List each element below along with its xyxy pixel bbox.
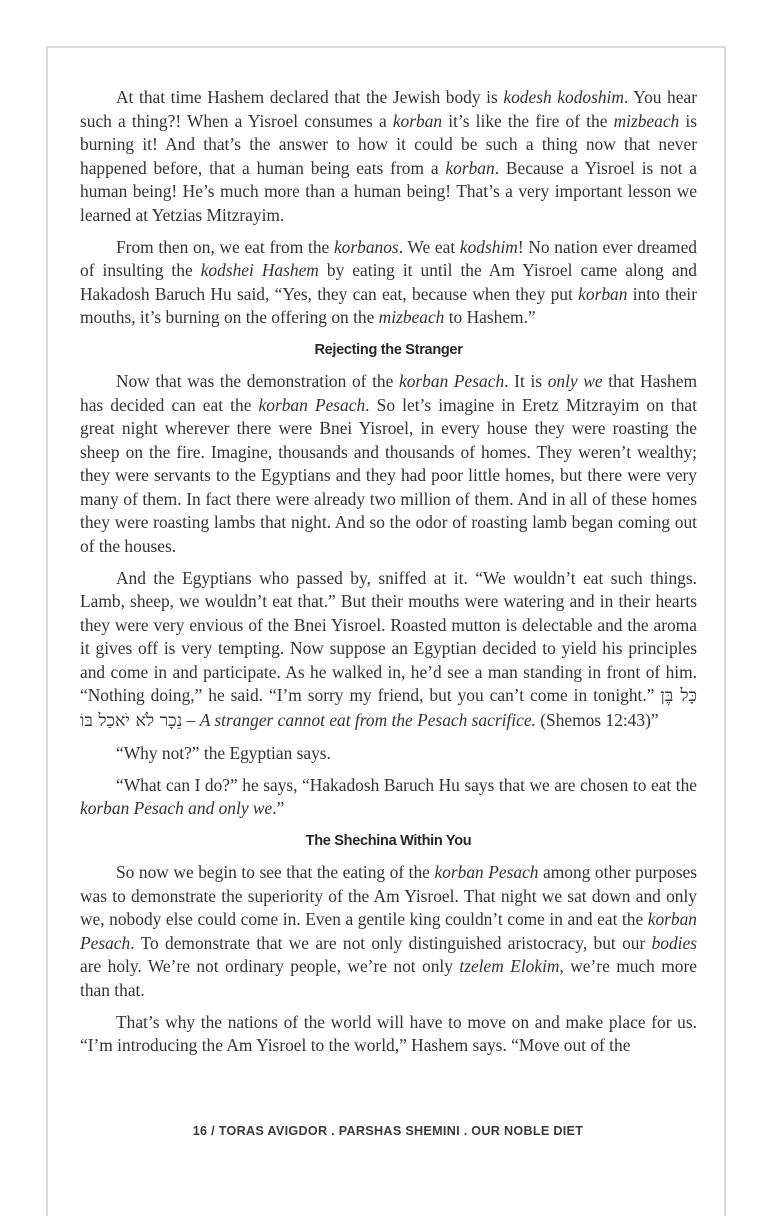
italic-term: korban (445, 157, 495, 178)
italic-term: kodshei Hashem (200, 260, 319, 280)
italic-term: tzelem Elokim (459, 956, 560, 976)
italic-term: A stranger cannot eat from the Pesach sacrifice. (199, 709, 536, 730)
text-run: So now we begin to see that the eating of the (116, 862, 435, 882)
italic-term: bodies (651, 932, 697, 953)
italic-term: korban Pesach and only we (80, 798, 273, 818)
italic-term: korban Pesach (258, 394, 366, 415)
text-run: that Hashem has decided can eat the (80, 371, 698, 415)
text-run: among other purposes was to demonstrate the superiority of the Am Yisroel. That night we sat down and only we, nobody else could come in. Even a gentile king couldn’t come in and eat the (80, 862, 697, 929)
italic-term: korban (578, 283, 628, 304)
text-run: into their mouths, it’s burning on the offering on the (80, 283, 697, 327)
paragraph (80, 861, 697, 1002)
text-run: .” (272, 798, 285, 818)
section-heading: The Shechina Within You (305, 833, 472, 849)
text-run: Now that was the demonstration of the (116, 371, 399, 391)
hebrew-quote: כָּל בֶּן נֵכָר לֹא יֹאכַל בּוֹ (80, 686, 697, 731)
text-run: . So let’s imagine in Eretz Mitzrayim on that great night wherever there were Bnei Yisroel, in every house they were roasting the sheep on the fire. Imagine, thousands and thousands of homes. They weren’t wealthy; they were servants to the Egyptians and they had poor little homes, but there were very many of them. In fact there were already two million of them. And in all of these homes they were roasting lambs that night. And so the odor of roasting lamb began coming out of the houses. (80, 394, 697, 556)
italic-term: mizbeach (613, 110, 680, 131)
text-run: That’s why the nations of the world will have to move on and make place for us. “I’m introducing the Am Yisroel to the world,” Hashem says. “Move out of the (80, 1011, 697, 1055)
page-footer: 16 / TORAS AVIGDOR . PARSHAS SHEMINI . OUR NOBLE DIET (192, 1124, 584, 1138)
italic-term: only we (547, 371, 603, 391)
paragraph (80, 370, 697, 558)
text-run: to Hashem.” (444, 307, 536, 327)
text-run: are holy. We’re not ordinary people, we’re not only (80, 956, 460, 976)
section-heading: Rejecting the Stranger (314, 342, 463, 358)
text-run: . Because a Yisroel is not a human being! He’s much more than a human being! That’s a very important lesson we learned at Yetzias Mitzrayim. (80, 157, 697, 225)
text-run: by eating it until the Am Yisroel came along and Hakadosh Baruch Hu said, “Yes, they can eat, because when they put (80, 260, 697, 304)
italic-term: kodesh kodoshim (503, 87, 624, 107)
paragraph (80, 567, 697, 734)
paragraph (80, 236, 697, 330)
text-run: is burning it! And that’s the answer to how it could be such a thing now that never happened before, that a human being eats from a (80, 110, 697, 178)
italic-term: korbanos (333, 236, 399, 257)
text-run: – (182, 709, 200, 730)
italic-term: korban Pesach (399, 371, 505, 391)
italic-term: korban Pesach (80, 909, 697, 953)
article-body (80, 86, 697, 1066)
paragraph (80, 774, 697, 821)
text-run: At that time Hashem declared that the Jewish body is (116, 87, 504, 107)
italic-term: korban Pesach (434, 862, 539, 882)
text-run: . We eat (398, 236, 460, 257)
text-run: (Shemos 12:43)” (535, 709, 659, 730)
text-run: From then on, we eat from the (116, 236, 334, 257)
text-run: it’s like the fire of the (442, 110, 614, 131)
paragraph (80, 86, 697, 227)
text-run: “What can I do?” he says, “Hakadosh Baruch Hu says that we are chosen to eat the (116, 774, 697, 795)
text-run: , we’re much more than that. (80, 956, 697, 1000)
text-run: “Why not?” the Egyptian says. (116, 742, 331, 763)
paragraph (80, 742, 697, 766)
text-run: . To demonstrate that we are not only distinguished aristocracy, but our (130, 932, 652, 953)
text-run: . You hear such a thing?! When a Yisroel consumes a (80, 87, 697, 131)
italic-term: mizbeach (378, 307, 445, 327)
paragraph (80, 1011, 697, 1058)
text-run: ! No nation ever dreamed of insulting the (80, 236, 697, 280)
italic-term: kodshim (459, 236, 518, 257)
text-run: And the Egyptians who passed by, sniffed at it. “We wouldn’t eat such things. Lamb, sheep, we wouldn’t eat that.” But their mouths were watering and in their hearts they were very envious of the Bnei Yisroel. Roasted mutton is delectable and the aroma it gives off is very tempting. Now suppose an Egyptian decided to yield his principles and come in and participate. As he walked in, he’d see a man standing in front of him. “Nothing doing,” he said. “I’m sorry my friend, but you can’t come in tonight.” (80, 567, 697, 705)
italic-term: korban (392, 110, 443, 131)
text-run: . It is (504, 371, 548, 391)
